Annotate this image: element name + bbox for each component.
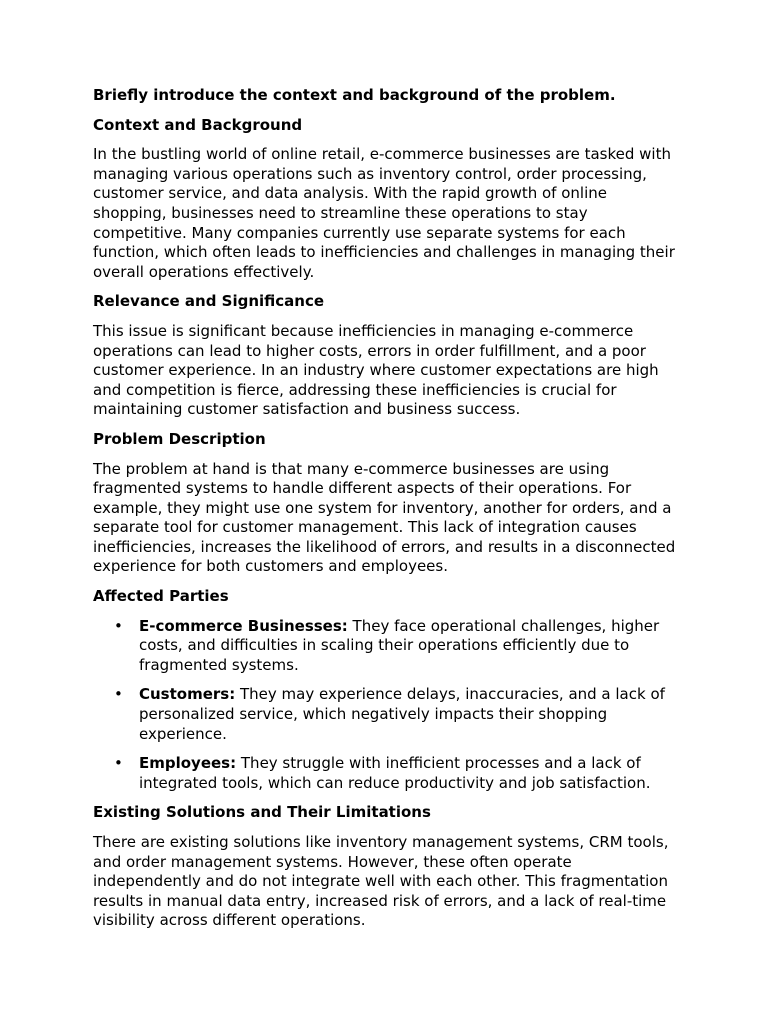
relevance-heading: Relevance and Significance [93,292,325,311]
affected-list [93,617,683,794]
list-item-text: They face operational challenges, higher costs, and difficulties in scaling their operations efficiently due to fragmented systems. [139,616,660,674]
context-paragraph: In the bustling world of online retail, e-commerce businesses are tasked with managing various operations such as inventory control, order processing, customer service, and data analysis. With the rapid growth of online shopping, businesses need to streamline these operations to stay competitive. Many companies currently use separate systems for each function, which often leads to inefficiencies and challenges in managing their overall operations effectively. [93,145,675,281]
context-heading: Context and Background [93,115,303,134]
list-item-text: They may experience delays, inaccuracies, and a lack of personalized service, which negatively impacts their shopping experience. [139,685,665,743]
bullet-icon: • [114,616,123,635]
list-item [93,617,683,676]
relevance-paragraph: This issue is significant because inefficiencies in managing e-commerce operations can lead to higher costs, errors in order fulfillment, and a poor customer experience. In an industry where customer expectations are high and competition is fierce, addressing these inefficiencies is crucial for maintaining customer satisfaction and business success. [93,321,659,419]
problem-heading: Problem Description [93,429,266,448]
bullet-icon: • [114,685,123,704]
existing-heading: Existing Solutions and Their Limitations [93,803,431,822]
bullet-icon: • [114,754,123,773]
existing-paragraph: There are existing solutions like inventory management systems, CRM tools, and order management systems. However, these often operate independently and do not integrate well with each other. This fragmentation results in manual data entry, increased risk of errors, and a lack of real-time visibility across different operations. [93,833,669,930]
list-item-label: Employees: [139,754,237,773]
list-item [93,754,683,793]
document-page [93,86,683,941]
intro-prompt: Briefly introduce the context and background of the problem. [93,86,616,104]
list-item [93,685,683,744]
problem-paragraph: The problem at hand is that many e-commerce businesses are using fragmented systems to handle different aspects of their operations. For example, they might use one system for inventory, another for orders, and a separate tool for customer management. This lack of integration causes inefficiencies, increases the likelihood of errors, and results in a disconnected experience for both customers and employees. [93,459,676,576]
affected-heading: Affected Parties [93,587,229,606]
list-item-label: E-commerce Businesses: [139,616,348,635]
list-item-text: They struggle with inefficient processes and a lack of integrated tools, which can reduce productivity and job satisfaction. [139,754,651,792]
list-item-label: Customers: [139,685,236,704]
